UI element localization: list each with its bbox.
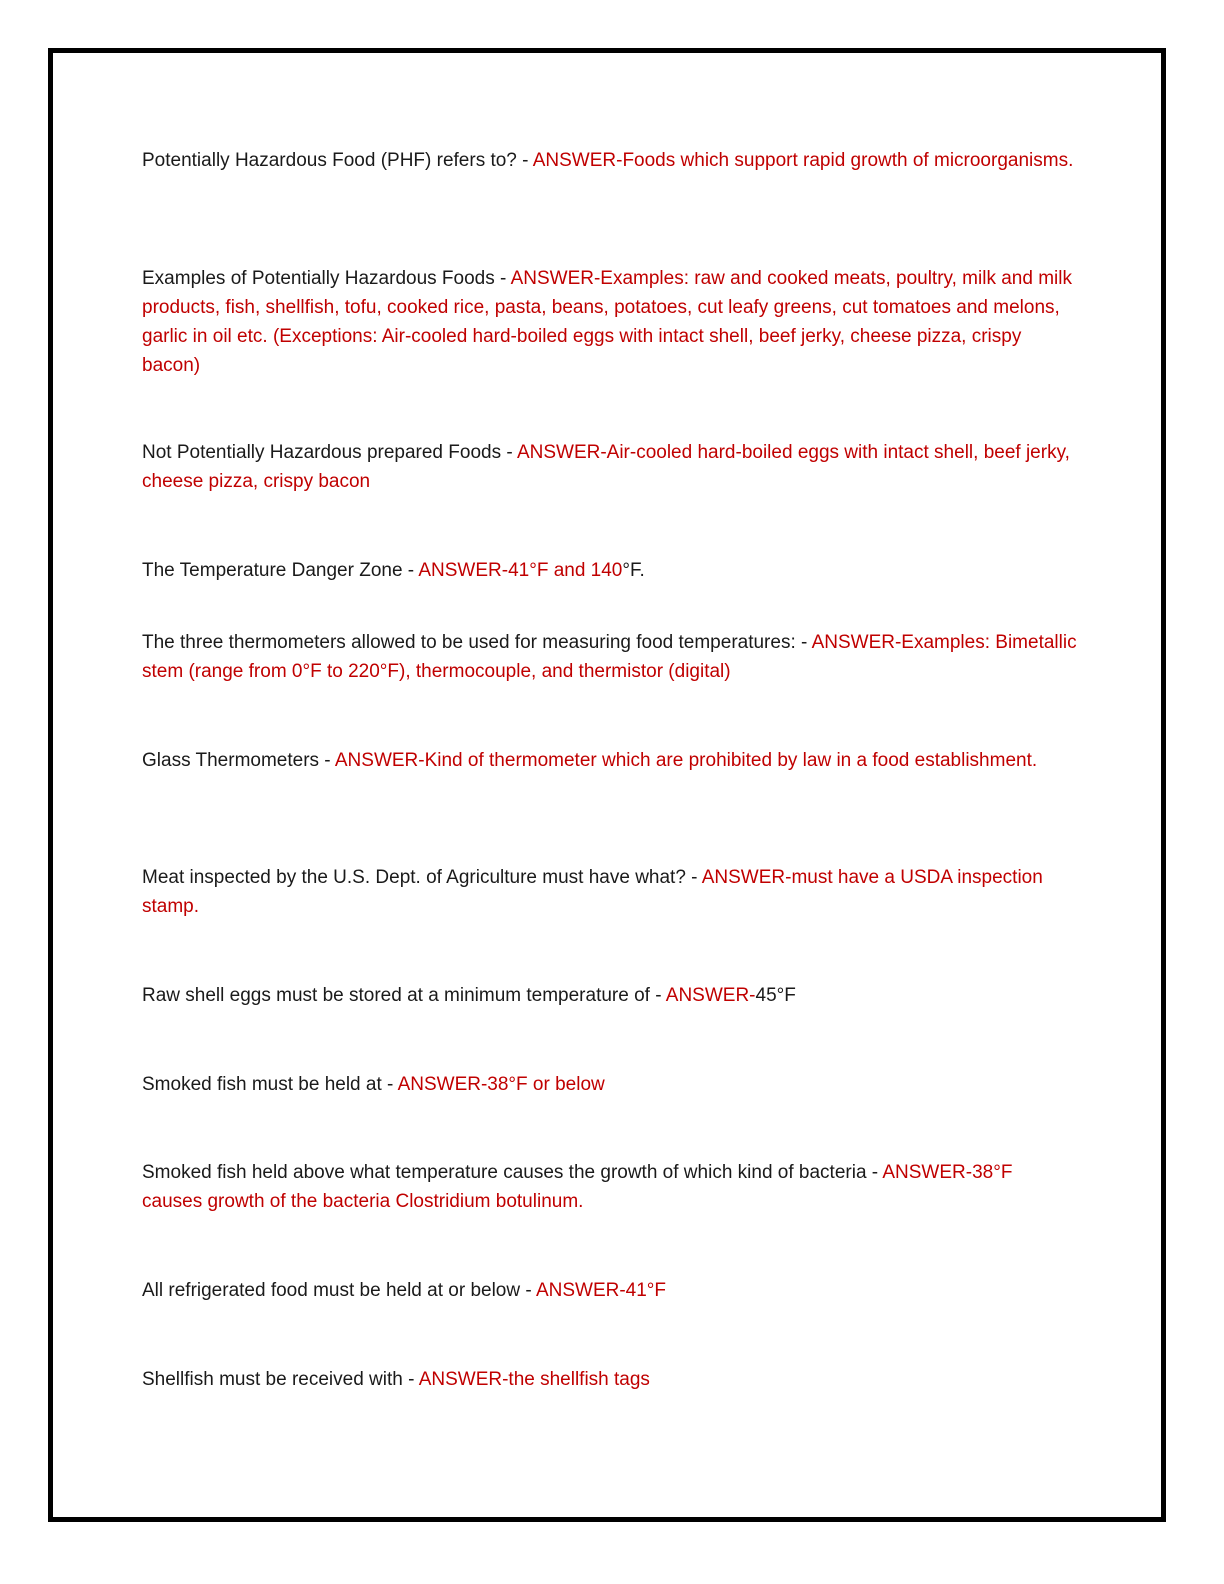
answer-text: ANSWER-Examples: raw and cooked meats, poultry, milk and milk products, fish, shellfish, tofu, cooked rice, pasta, beans, potatoes, cut leafy greens, cut tomatoes and melons, garlic in oil etc. (Exceptions: Air-cooled hard-boiled eggs with intact shell, beef jerky, cheese pizza, crispy bacon) [142,268,1072,376]
question-text: The Temperature Danger Zone - [142,560,419,581]
answer-text: ANSWER-the shellfish tags [418,1369,650,1390]
answer-text: ANSWER- [665,985,756,1006]
qa-item-danger-zone [142,556,1077,585]
answer-text: ANSWER-Examples: Bimetallic stem (range from 0°F to 220°F), thermocouple, and thermistor (digital) [142,632,1077,682]
qa-item-smoked-fish-bacteria [142,1158,1077,1216]
qa-item-thermometers [142,628,1077,686]
answer-text: ANSWER-41°F and 140 [418,560,623,581]
answer-text: ANSWER-Air-cooled hard-boiled eggs with intact shell, beef jerky, cheese pizza, crispy bacon [142,442,1070,492]
qa-item-phf-definition [142,146,1077,175]
question-text: Smoked fish held above what temperature causes the growth of which kind of bacteria - [142,1162,883,1183]
question-text: The three thermometers allowed to be used for measuring food temperatures: - [142,632,812,653]
qa-item-smoked-fish-hold [142,1070,1077,1099]
qa-item-refrigerated-food [142,1276,1077,1305]
qa-item-glass-thermometers [142,746,1077,775]
qa-item-non-phf-foods [142,438,1077,496]
question-text: Glass Thermometers - [142,750,335,771]
question-text: Examples of Potentially Hazardous Foods - [142,268,511,289]
answer-text: ANSWER-41°F [535,1280,666,1301]
answer-tail-text: °F. [622,560,645,581]
question-text: Meat inspected by the U.S. Dept. of Agriculture must have what? - [142,867,702,888]
question-text: Not Potentially Hazardous prepared Foods - [142,442,517,463]
question-text: Smoked fish must be held at - [142,1074,398,1095]
answer-tail-text: 45°F [755,985,796,1006]
answer-text: ANSWER-Kind of thermometer which are prohibited by law in a food establishment. [334,750,1038,771]
qa-item-raw-shell-eggs [142,981,1077,1010]
question-text: Shellfish must be received with - [142,1369,419,1390]
qa-item-usda-meat [142,863,1077,921]
answer-text: ANSWER-must have a USDA inspection stamp. [142,867,1043,917]
answer-text: ANSWER-38°F causes growth of the bacteria Clostridium botulinum. [142,1162,1013,1212]
answer-text: ANSWER-38°F or below [397,1074,605,1095]
answer-text: ANSWER-Foods which support rapid growth of microorganisms. [532,150,1074,171]
question-text: Potentially Hazardous Food (PHF) refers to? - [142,150,533,171]
question-text: Raw shell eggs must be stored at a minimum temperature of - [142,985,666,1006]
qa-item-phf-examples [142,264,1077,380]
qa-item-shellfish-tags [142,1365,1077,1394]
question-text: All refrigerated food must be held at or below - [142,1280,536,1301]
